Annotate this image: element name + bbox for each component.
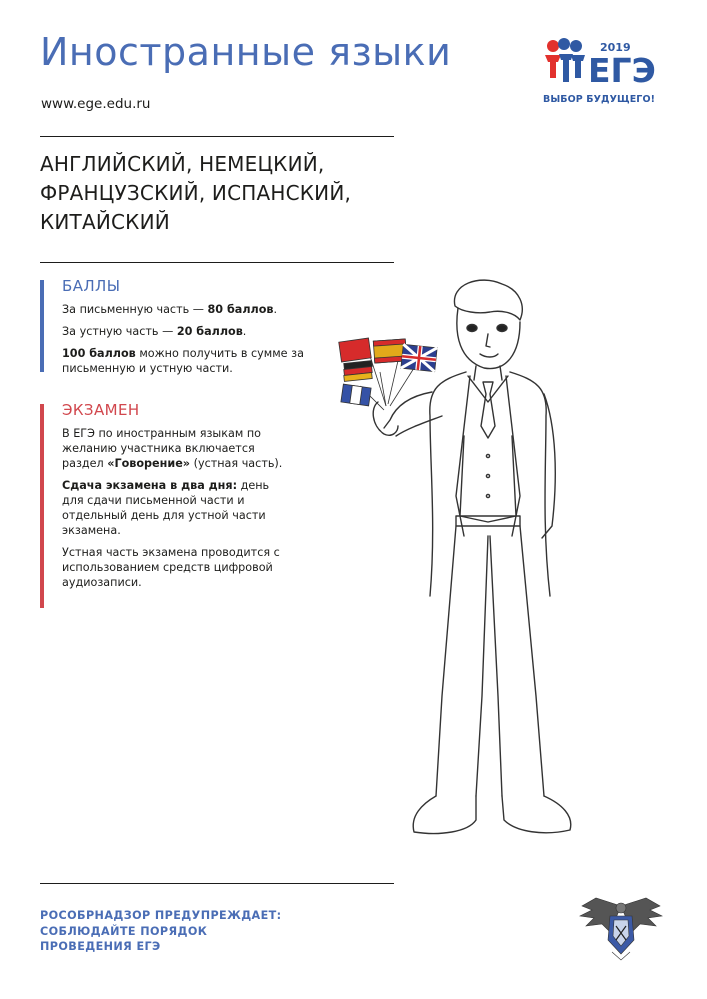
speaking-section-text: В ЕГЭ по иностранным языкам по желанию участника включается раздел «Говорение» (устная часть). [62, 427, 283, 470]
china-flag-icon [339, 338, 371, 362]
rosobrnadzor-warning [40, 908, 282, 955]
total-score-text: 100 баллов можно получить в сумме за письменную и устную части. [62, 347, 304, 375]
written-score-text: За письменную часть — 80 баллов. [62, 303, 278, 316]
oral-score-text: За устную часть — 20 баллов. [62, 325, 247, 338]
ege-2019-logo [540, 38, 670, 108]
warning-line: ПРОВЕДЕНИЯ ЕГЭ [40, 940, 161, 953]
exam-title: ЭКЗАМЕН [62, 401, 140, 419]
scores-title: БАЛЛЫ [62, 277, 121, 295]
flags-bouquet [339, 338, 437, 410]
exam-section [40, 402, 340, 597]
svg-text:ЕГЭ: ЕГЭ [588, 51, 656, 90]
divider-bottom [40, 883, 394, 884]
two-days-text: Сдача экзамена в два дня: день для сдачи письменной части и отдельный день для устной части экзамена. [62, 479, 270, 537]
scores-accent-bar [40, 280, 44, 372]
subjects-line: ФРАНЦУЗСКИЙ, ИСПАНСКИЙ, [40, 181, 352, 205]
warning-line: РОСОБРНАДЗОР ПРЕДУПРЕЖДАЕТ: [40, 909, 282, 922]
subjects-heading [40, 150, 440, 237]
page-title: Иностранные языки [40, 30, 452, 74]
warning-line: СОБЛЮДАЙТЕ ПОРЯДОК [40, 924, 208, 938]
ege-people-logo-icon [540, 38, 670, 94]
audio-recording-text: Устная часть экзамена проводится с использованием средств цифровой аудиозаписи. [62, 546, 280, 589]
subjects-line: АНГЛИЙСКИЙ, НЕМЕЦКИЙ, [40, 152, 325, 176]
subjects-line: КИТАЙСКИЙ [40, 210, 170, 234]
logo-tagline: ВЫБОР БУДУЩЕГО! [543, 94, 656, 105]
rosobrnadzor-eagle-emblem-icon [576, 896, 666, 962]
scores-section [40, 278, 340, 383]
website-link[interactable]: www.ege.edu.ru [41, 96, 151, 112]
student-illustration [330, 276, 610, 866]
exam-accent-bar [40, 404, 44, 608]
divider-top [40, 136, 394, 137]
divider-middle [40, 262, 394, 263]
svg-text:2019: 2019 [600, 41, 631, 54]
